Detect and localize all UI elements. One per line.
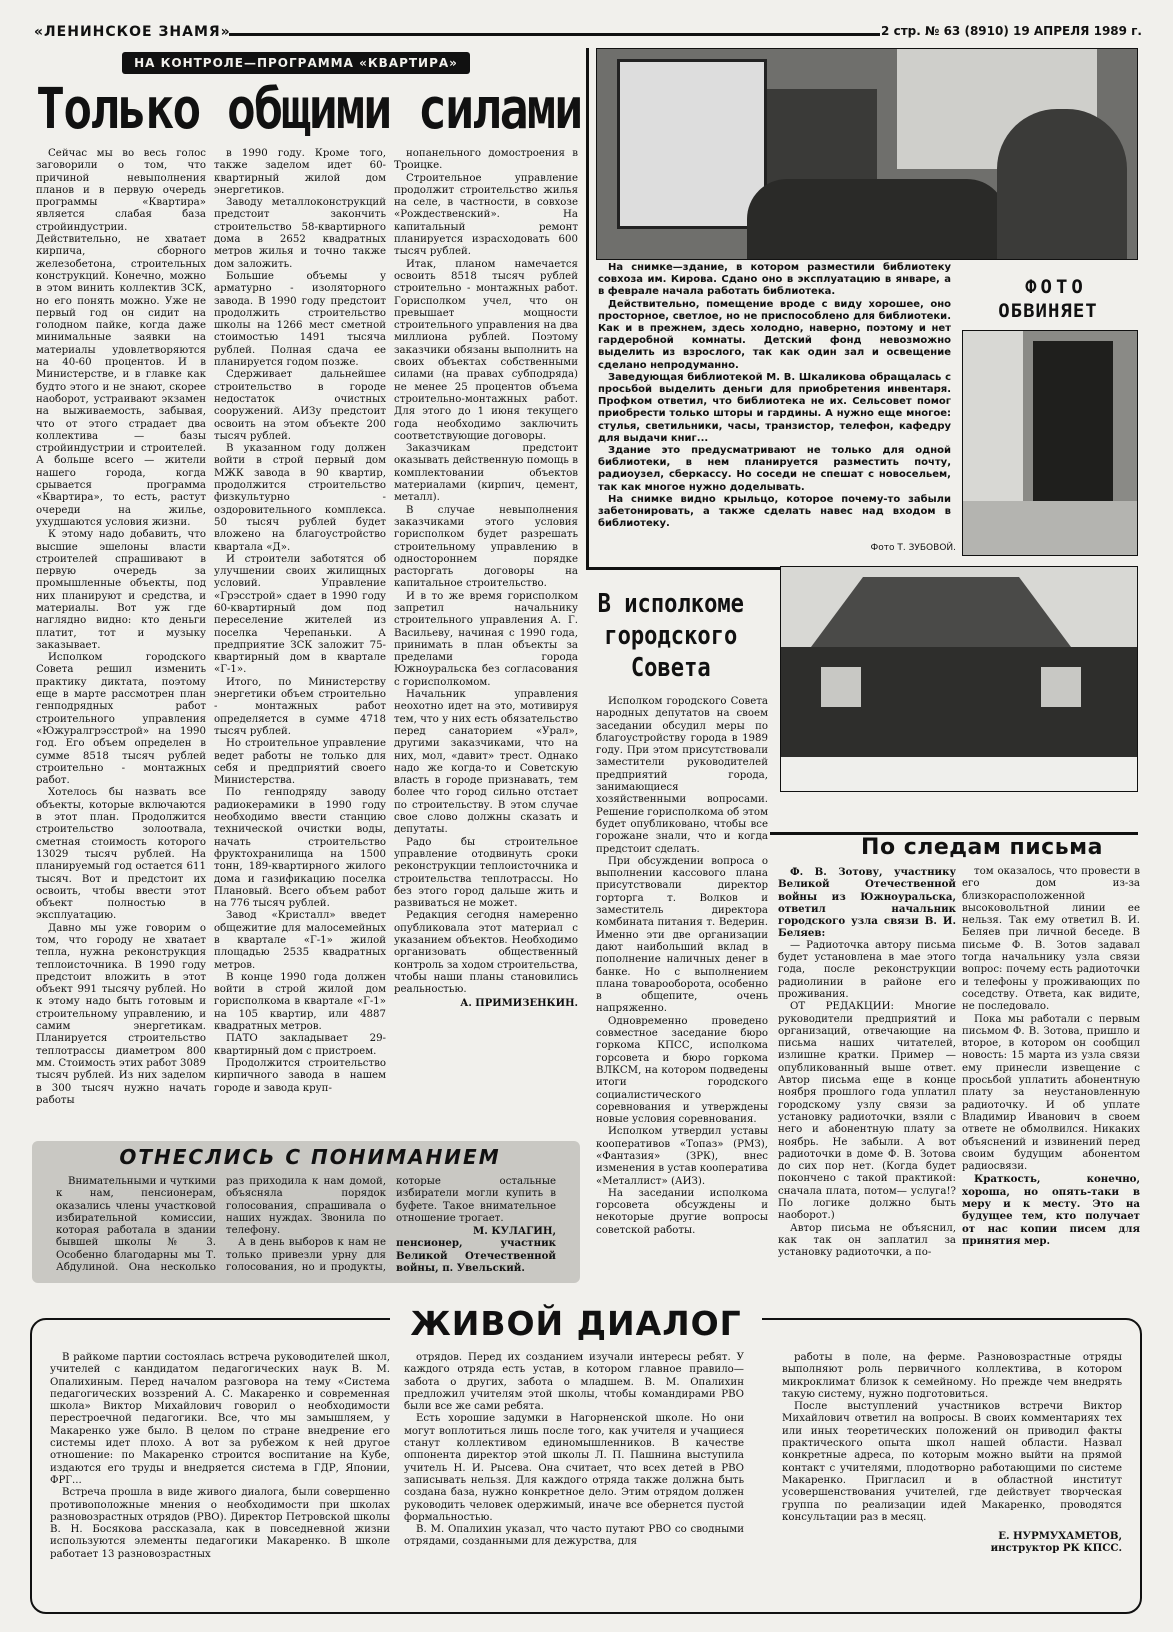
letter-column-2	[962, 866, 1140, 1296]
article-column-3	[394, 148, 578, 1128]
paragraph: Радо бы строительное управление отодвинуть сроки реконструкции теплоисточника и строительства теплотрассы. Но без этого город дальше жить и развиваться не может.	[394, 836, 578, 910]
letter-column-1	[778, 866, 956, 1296]
paragraph: ОТ РЕДАКЦИИ: Многие руководители предприятий и организаций, отвечающие на письма наших читателей, излишне кратки. Пример — опубликованный выше ответ. Автор письма еще в конце ноября прошлого года уплатил городскому узлу связи за установку радиоточки, взяли с него и абонентную плату за ноябрь. Не забыли. А вот радиоточки в доме Ф. В. Зотова до сих пор нет. (Когда будет покончено с такой практикой: сначала плата, потом— услуга!? По логике должно быть наоборот.)	[778, 1001, 956, 1222]
paragraph: Одновременно проведено совместное заседание бюро горкома КПСС, исполкома горсовета и бюро горкома ВЛКСМ, на котором подведены итоги городского социалистического соревнования и утверждены новые условия соревнования.	[596, 1015, 768, 1126]
rubric-obvinyaet: ОБВИНЯЕТ	[998, 300, 1098, 322]
article-headline: Только общими силами	[36, 77, 582, 142]
caption-paragraph: На снимке видно крыльцо, которое почему-то забыли забетонировать, а также сделать навес над входом в библиотеку.	[598, 493, 951, 530]
paragraph: После выступлений участников встречи Виктор Михайлович ответил на вопросы. В своих комментариях тех или иных теоретических положений он приводил факты практического опыта школ нашей области. Назвал конкретные адреса, по которым можно выйти на прямой контакт с учителями, плодотворно работающими по системе Макаренко. Пригласил и в областной институт усовершенствования учителей, где действует творческая группа по реализации идей Макаренко, проводятся консультации раз в месяц.	[782, 1401, 1122, 1523]
paragraph: том оказалось, что провести в его дом из-за близкорасположенной высоковольтной линии ее нельзя. Так ему ответил В. И. Беляев при личной беседе. В письме Ф. В. Зотов задавал тогда начальнику узла связи вопрос: почему есть радиоточки и телефоны у проживающих по соседству. Ответа, как видите, не последовало.	[962, 866, 1140, 1013]
rubric-label: НА КОНТРОЛЕ—ПРОГРАММА «КВАРТИРА»	[122, 52, 470, 74]
paragraph: Сейчас мы во весь голос заговорили о том, что причиной невыполнения планов и в первую очередь программы «Квартира» является слабая база стройиндустрии. Действительно, не хватает кирпича, сборного железобетона, строительных конструкций. Конечно, можно в этом винить коллектив ЗСК, но его понять можно. Уже не первый год он сидит на голодном пайке, когда даже минимальные заявки на материалы удовлетворяются на 40-60 процентов. И в Министерстве, и в главке как будто этого и не знают, скорее наоборот, устраивают экзамен на выживаемость, забывая, что от этого страдает два коллектива — базы стройиндустрии и строителей. А больше всего — жители нашего города, когда срывается программа «Квартира», то есть, растут очереди на жилье, ухудшаются условия жизни.	[36, 148, 206, 528]
paragraph: Строительное управление продолжит строительство жилья на селе, в частности, в совхозе «Рождественский». На капитальный ремонт планируется израсходовать 600 тысяч рублей.	[394, 172, 578, 258]
library-entrance-photo	[962, 330, 1138, 556]
paragraph: Заказчикам предстоит оказывать действенную помощь в комплектовании объектов материалами (кирпич, цемент, металл).	[394, 443, 578, 504]
paragraph: К этому надо добавить, что высшие эшелоны власти строителей спрашивают в первую очередь за промышленные объекты, под них планируют и средства, и материалы. Вот уж где наглядно видно: кто деньги платит, тот и музыку заказывает.	[36, 529, 206, 651]
issue-info: 2 стр. № 63 (8910) 19 АПРЕЛЯ 1989 г.	[881, 24, 1142, 38]
paragraph: Хотелось бы назвать все объекты, которые включаются в этот план. Продолжится строительство золоотвала, сметная стоимость которого 13029 тысяч рублей. На планируемый год остается 611 тысяч. Вот и предстоит их освоить, чтобы ввести этот объект полностью в эксплуатацию.	[36, 787, 206, 922]
masthead-rule	[229, 33, 880, 36]
paragraph: Автор письма не объяснил, как так он заплатил за установку радиоточки, а по-	[778, 1222, 956, 1259]
ispolkom-headline	[596, 588, 746, 692]
ispolkom-column	[596, 696, 768, 1296]
understanding-headline: ОТНЕСЛИСЬ С ПОНИМАНИЕМ	[119, 1145, 501, 1169]
paragraph: Итого, по Министерству энергетики объем строительно - монтажных работ определяется в сумме 4718 тысяч рублей.	[214, 676, 386, 737]
paragraph: Ф. В. Зотову, участнику Великой Отечественной войны из Южноуральска, ответил начальник городского узла связи В. И. Беляев:	[778, 866, 956, 940]
standing-woman-shape	[997, 109, 1127, 260]
paragraph: Давно мы уже говорим о том, что городу не хватает тепла, нужна реконструкция теплоисточника. В 1990 году предстоит вложить в этот объект 991 тысячу рублей. Но к этому надо быть готовым и строительному управлению, и самим энергетикам. Планируется строительство теплотрассы диаметром 800 мм. Стоимость этих работ 3089 тысяч рублей. Из них заделом в 300 тысяч нужно начать работы	[36, 922, 206, 1106]
dialog-headline: ЖИВОЙ ДИАЛОГ	[390, 1304, 762, 1344]
paragraph: В райкоме партии состоялась встреча руководителей школ, учителей с кандидатом педагогических наук В. М. Опалихиным. Перед началом разговора на тему «Система педагогических воззрений А. С. Макаренко и современная школа» Виктор Михайлович говорил о необходимости перестроечной педагогики. Все, что мы замышляем, у Макаренко уже было. В целом по стране внедрение его системы идет плохо. А вот за рубежом к ней другое отношение: по Макаренко строится воспитание на Кубе, издаются его труды и внедряется система в ГДР, Японии, ФРГ...	[50, 1352, 390, 1486]
paragraph: В случае невыполнения заказчиками этого условия горисполком будет разрешать строительному управлению в одностороннем порядке расторгать договоры на капитальное строительство.	[394, 504, 578, 590]
paragraph: По генподряду заводу радиокерамики в 1990 году необходимо ввести станцию технической очистки воды, начать строительство фруктохранилища на 1500 тонн, 189-квартирного жилого дома и газификацию поселка Плановый. Всего объем работ на 776 тысяч рублей.	[214, 787, 386, 910]
paragraph: Есть хорошие задумки в Нагорненской школе. Но они могут воплотиться лишь после того, как учителя и учащиеся станут коллективом единомышленников. В качестве оппонента директор этой школы Л. П. Пашнина выступила учитель Н. И. Рысева. Она считает, что всех детей в РВО записывать нельзя. Для каждого отряда также должна быть создана база, нужно конкретное дело. Этим отрядом должен руководить человек одержимый, иначе все обернется пустой формальностью.	[404, 1413, 744, 1523]
caption-paragraph: Действительно, помещение вроде с виду хорошее, оно просторное, светлое, но не приспособлено для библиотеки. Как и в прежнем, здесь холодно, наверно, поэтому и нет гардеробной комнаты. Детский фонд невозможно выделить из взрослого, так как один зал и освещение сделано непродуманно.	[598, 298, 951, 371]
window-shape	[821, 667, 861, 707]
understanding-signature-details: пенсионер, участник Великой Отечественной войны, п. Увельский.	[396, 1237, 556, 1275]
paragraph: Завод «Кристалл» введет общежитие для малосемейных в квартале «Г-1» жилой площадью 2535 квадратных метров.	[214, 910, 386, 971]
paragraph: в 1990 году. Кроме того, также заделом идет 60-квартирный жилой дом энергетиков.	[214, 148, 386, 196]
caption-paragraph: На снимке—здание, в котором разместили библиотеку совхоза им. Кирова. Сдано оно в эксплуатацию в январе, а в феврале начала работать библиотека.	[598, 262, 951, 298]
paper-name: «ЛЕНИНСКОЕ ЗНАМЯ»	[34, 24, 231, 40]
rubric-foto: ФОТО	[1025, 276, 1087, 298]
paragraph: Редакция сегодня намеренно опубликовала этот материал с указанием объектов. Необходимо организовать общественный контроль за ходом строительства, чтобы наши планы становились реальностью.	[394, 910, 578, 996]
paragraph: ПАТО закладывает 29-квартирный дом с пристроем.	[214, 1033, 386, 1057]
paragraph: И в то же время горисполком запретил начальнику строительного управления А. Г. Васильеву, начиная с 1990 года, принимать в план объекты за пределами города Южноуральска без согласования с горисполкомом.	[394, 590, 578, 688]
house-photo	[780, 566, 1138, 792]
paragraph: Заводу металлоконструкций предстоит закончить строительство 58-квартирного дома в 2652 квадратных метров жилья и точно также дом заложить.	[214, 197, 386, 270]
paragraph: И строители заботятся об улучшении своих жилищных условий. Управление «Грэсстрой» сдает в 1990 году 60-квартирный дом под переселение жителей из поселка Черепаньки. А предприятие ЗСК заложит 75-квартирный дом в квартале «Г-1».	[214, 553, 386, 676]
ispolkom-headline-line: В исполкоме	[597, 589, 744, 619]
dialog-column-3	[782, 1352, 1122, 1602]
paragraph: При обсуждении вопроса о выполнении кассового плана присутствовали директор горторга т. Волков и заместитель директора комбината питания т. Ведерин. Именно эти две организации дают наибольший вклад в пополнение наличных денег в банке. Но с выполнением плана товарооборота, особенно в общепите, очень напряженно.	[596, 855, 768, 1015]
paragraph: А в день выборов к нам не только привезли урну для голосования, но и продукты, которые остальные избиратели могли купить в буфете. Такое внимательное отношение трогает.	[226, 1176, 556, 1274]
paragraph: Внимательными и чуткими к нам, пенсионерам, оказались члены участковой избирательной комиссии, которая работала в здании бывшей школы № 3. Особенно благодарны мы Т. Абдулиной. Она несколько раз приходила к нам домой, объясняла порядок голосования, спрашивала о наших нуждах. Звонила по телефону.	[56, 1176, 386, 1274]
article-signature: А. ПРИМИЗЕНКИН.	[460, 998, 578, 1010]
article-column-1	[36, 148, 206, 1128]
paragraph: — Радиоточка автору письма будет установлена в мае этого года, после реконструкции радиолинии в районе его проживания.	[778, 939, 956, 1000]
paragraph: В указанном году должен войти в строй первый дом МЖК завода в 90 квартир, продолжится строительство физкультурно - оздоровительного комплекса. 50 тысяч рублей будет вложено на благоустройство квартала «Д».	[214, 443, 386, 553]
paragraph: В. М. Опалихин указал, что часто путают РВО со сводными отрядами, созданными для дежурства, для	[404, 1524, 744, 1548]
paragraph: Начальник управления неохотно идет на это, мотивируя тем, что у них есть обязательство перед санаторием «Урал», другими заказчиками, что на них, мол, «давит» трест. Однако надо же когда-то и Советскую власть в городе признавать, тем более что город сильно отстает по строительству. В этом случае свое слово должны сказать и депутаты.	[394, 689, 578, 836]
paragraph: Сдерживает дальнейшее строительство в городе недостаток очистных сооружений. АИЗу предстоит освоить на этом объекте 200 тысяч рублей.	[214, 369, 386, 442]
caption-paragraph: Здание это предусматривают не только для одной библиотеки, в нем планируется разместить почту, радиоузел, сберкассу. Но соседи не спешат с новосельем, так как многое нужно доделывать.	[598, 445, 951, 493]
paragraph: Итак, планом намечается освоить 8518 тысяч рублей строительно - монтажных работ. Горисполком учел, что он превышает мощности строительного управления на два миллиона рублей. Поэтому заказчики обязаны выполнить на своих объектах собственными силами (на правах субподряда) не менее 25 процентов объема строительно-монтажных работ. Для этого до 1 июня текущего года необходимо заключить соответствующие договоры.	[394, 258, 578, 442]
snow-ground-shape	[781, 757, 1138, 792]
understanding-signature-name: М. КУЛАГИН,	[472, 1225, 556, 1238]
paragraph: Краткость, конечно, хороша, но опять-таки в меру и к месту. Это на будущее тем, кто получает от нас копии писем для принятия мер.	[962, 1173, 1140, 1247]
dialog-signature-name: Е. НУРМУХАМЕТОВ,	[998, 1530, 1122, 1543]
window-shape	[1041, 667, 1081, 707]
caption-paragraph: Заведующая библиотекой М. В. Шкаликова обращалась с просьбой выделить деньги для приобретения инвентаря. Профком ответил, что библиотека не их. Сельсовет помог приобрести только шторы и гардины. А нужно еще многое: стулья, светильники, часы, транзистор, телефон, кафедру для выдачи книг...	[598, 371, 951, 444]
paragraph: Большие объемы у арматурно - изоляторного завода. В 1990 году предстоит продолжить строительство школы на 1266 мест сметной стоимостью 1491 тысяча рублей. Полная сдача ее планируется годом позже.	[214, 270, 386, 369]
dialog-column-2	[404, 1352, 744, 1602]
wall-shape	[963, 331, 1023, 501]
article-column-2	[214, 148, 386, 1128]
paragraph: На заседании исполкома горсовета обсуждены и некоторые другие вопросы советской работы.	[596, 1187, 768, 1236]
paragraph: Исполком утвердил уставы кооперативов «Топаз» (РМЗ), «Фантазия» (ЗРК), внес изменения в устав кооператива «Металлист» (АИЗ).	[596, 1126, 768, 1187]
photo-section-bracket	[586, 48, 966, 570]
ispolkom-headline-line: Совета	[630, 653, 711, 683]
understanding-text	[56, 1176, 556, 1280]
paragraph: Встреча прошла в виде живого диалога, были совершенно противоположные мнения о необходимости при школах разновозрастных отрядов (РВО). Директор Петровской школы В. Н. Босякова рассказала, как в повседневной жизни используются элементы педагогики Макаренко. В школе работает 13 разновозрастных	[50, 1487, 390, 1560]
paragraph: нопанельного домостроения в Троицке.	[394, 148, 578, 172]
paragraph: В конце 1990 года должен войти в строй жилой дом горисполкома в квартале «Г-1» на 105 квартир, или 4887 квадратных метров.	[214, 971, 386, 1033]
masthead	[34, 20, 1142, 46]
paragraph: Но строительное управление ведет работы не только для себя и предприятий своего Министерства.	[214, 738, 386, 787]
dialog-column-1	[50, 1352, 390, 1602]
dialog-signature-role: инструктор РК КПСС.	[990, 1542, 1122, 1555]
paragraph: отрядов. Перед их созданием изучали интересы ребят. У каждого отряда есть устав, в котором главное правило— забота о других, забота о младшем. В. М. Опалихин предложил учителям этой школы, чтобы командирами РВО были все же сами ребята.	[404, 1352, 744, 1413]
paragraph: Пока мы работали с первым письмом Ф. В. Зотова, пришло и второе, в котором он сообщил новость: 15 марта из узла связи ему принесли извещение с просьбой уплатить абонентную плату за неустановленную радиоточку. И об уплате Владимир Иванович в своем ответе не обмолвился. Никаких объяснений и извинений перед своим будущим абонентом радиосвязи.	[962, 1013, 1140, 1173]
letter-headline: По следам письма	[861, 835, 1103, 860]
paragraph: работы в поле, на ферме. Разновозрастные отряды выполняют роль первичного коллектива, в котором микроклимат близок к семейному. Но прежде чем внедрять такую систему, нужно подготовиться.	[782, 1352, 1122, 1400]
ispolkom-headline-line: городского	[604, 621, 738, 651]
porch-shape	[963, 501, 1138, 556]
paragraph: Исполком городского Совета народных депутатов на своем заседании обсудил меры по благоустройству города в 1989 году. При этом присутствовали заместители руководителей предприятий города, занимающиеся хозяйственными вопросами. Решение горисполкома об этом будет опубликовано, чтобы все горожане знали, что и когда предстоит сделать.	[596, 696, 768, 855]
doorway-shape	[1033, 341, 1113, 501]
photo-credit: Фото Т. ЗУБОВОЙ.	[870, 543, 956, 553]
roof-shape	[811, 577, 1071, 647]
paragraph: Продолжится строительство кирпичного завода в нашем городе и завода круп-	[214, 1057, 386, 1094]
paragraph: Исполком городского Совета решил изменить практику диктата, поэтому еще в марте рассмотрен план генподрядных работ строительного управления «Южуралгрэсстрой» на 1990 год. Его объем определен в сумме 8518 тысяч рублей строительно - монтажных работ.	[36, 652, 206, 787]
